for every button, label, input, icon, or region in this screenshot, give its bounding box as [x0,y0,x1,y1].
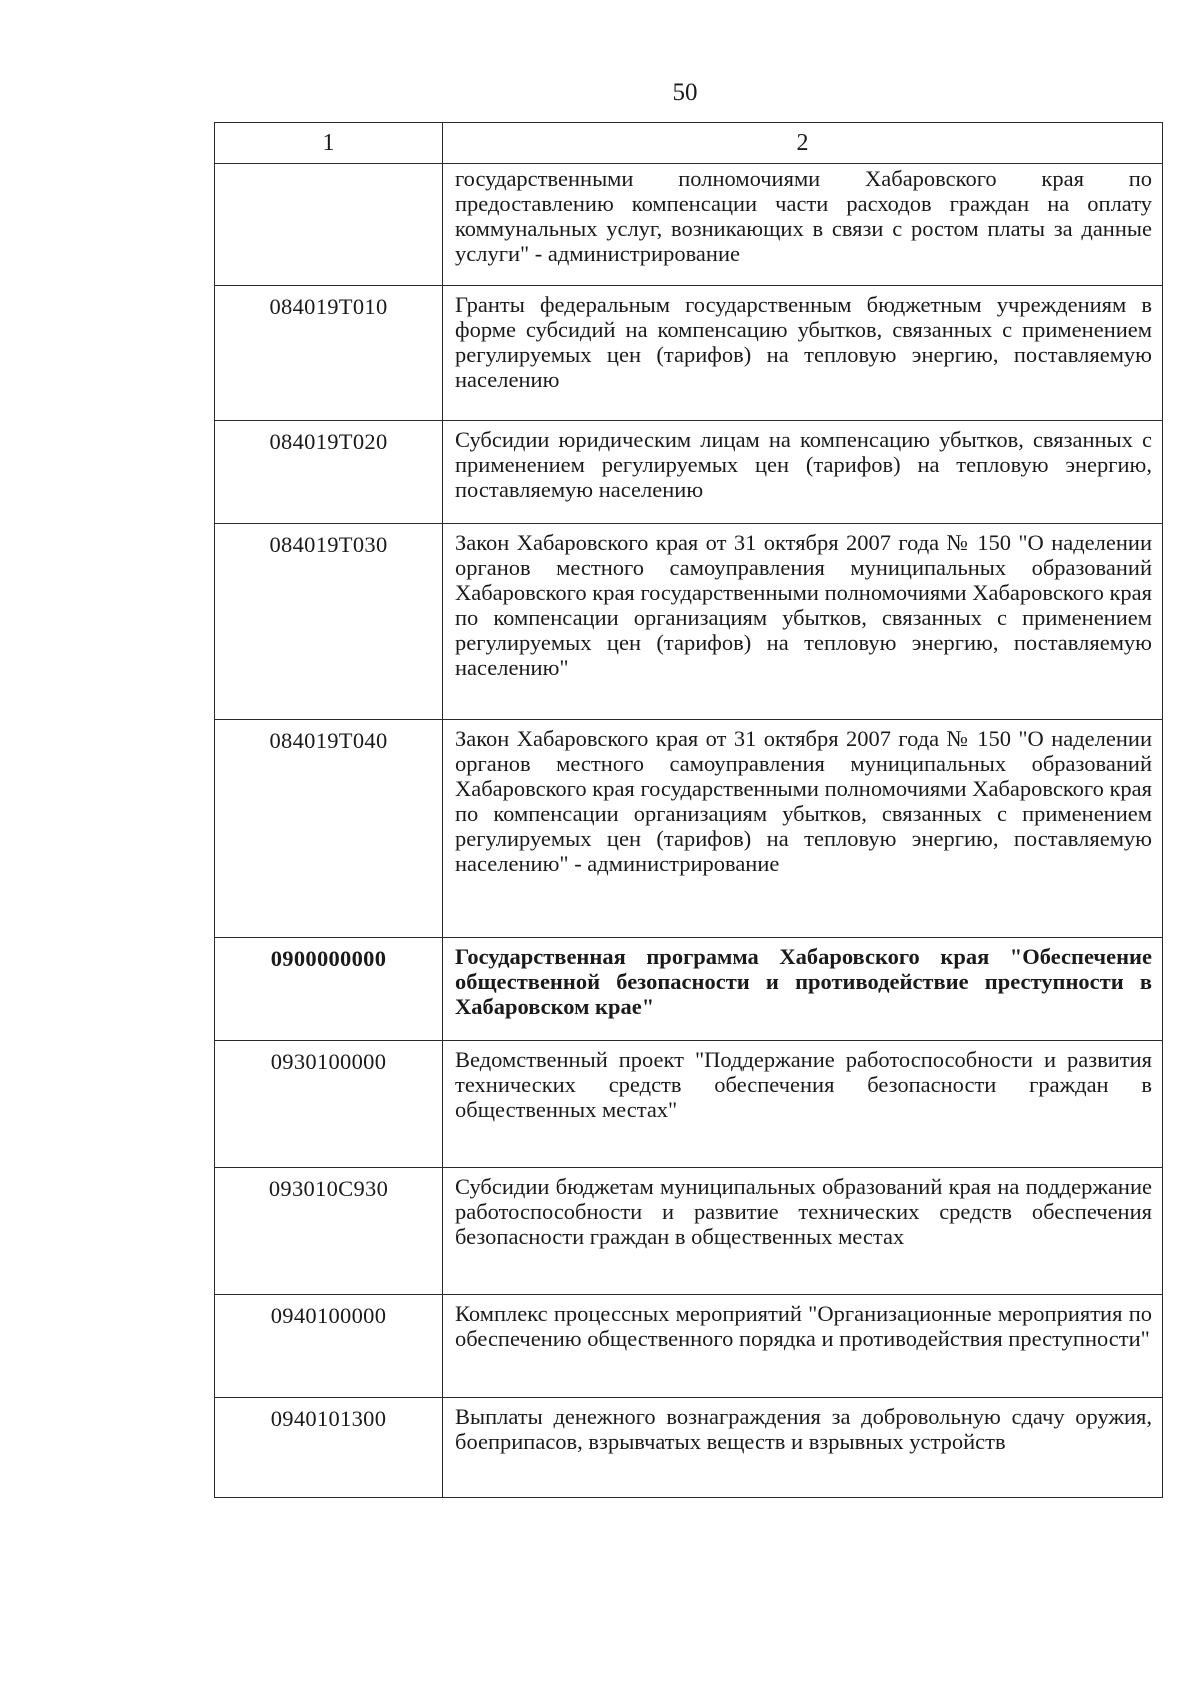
table-row [215,1168,1163,1295]
column-header-2: 2 [443,123,1163,164]
table-row [215,286,1163,421]
row-code [215,164,443,286]
table-row [215,720,1163,938]
table-row [215,524,1163,720]
row-code: 084019Т010 [215,286,443,421]
table-row [215,1398,1163,1498]
page-number: 50 [672,79,698,106]
table-row [215,1041,1163,1168]
row-code: 084019Т020 [215,421,443,524]
row-description: Субсидии бюджетам муниципальных образований края на поддержание работоспособности и развитие технических средств обеспечения безопасности граждан в общественных местах [443,1168,1163,1295]
row-code: 0930100000 [215,1041,443,1168]
row-description: Гранты федеральным государственным бюджетным учреждениям в форме субсидий на компенсацию убытков, связанных с применением регулируемых цен (тарифов) на тепловую энергию, поставляемую населению [443,286,1163,421]
budget-classification-table [214,122,1163,1498]
row-description: Выплаты денежного вознаграждения за добровольную сдачу оружия, боеприпасов, взрывчатых веществ и взрывных устройств [443,1398,1163,1498]
row-code: 084019Т030 [215,524,443,720]
table-row [215,164,1163,286]
row-description: государственными полномочиями Хабаровского края по предоставлению компенсации части расходов граждан на оплату коммунальных услуг, возникающих в связи с ростом платы за данные услуги" - администрирование [443,164,1163,286]
row-code: 0940101300 [215,1398,443,1498]
row-description: Государственная программа Хабаровского края "Обеспечение общественной безопасности и противодействие преступности в Хабаровском крае" [443,938,1163,1041]
row-code: 0900000000 [215,938,443,1041]
row-description: Субсидии юридическим лицам на компенсацию убытков, связанных с применением регулируемых цен (тарифов) на тепловую энергию, поставляемую населению [443,421,1163,524]
row-code: 084019Т040 [215,720,443,938]
row-code: 0940100000 [215,1295,443,1398]
table-row [215,421,1163,524]
row-description: Ведомственный проект "Поддержание работоспособности и развития технических средств обеспечения безопасности граждан в общественных местах" [443,1041,1163,1168]
row-code: 093010С930 [215,1168,443,1295]
row-description: Закон Хабаровского края от 31 октября 2007 года № 150 "О наделении органов местного самоуправления муниципальных образований Хабаровского края государственными полномочиями Хабаровского края по компенсации организациям убытков, связанных с применением регулируемых цен (тарифов) на тепловую энергию, поставляемую населению" [443,524,1163,720]
column-header-1: 1 [215,123,443,164]
table-row-program [215,938,1163,1041]
row-description: Закон Хабаровского края от 31 октября 2007 года № 150 "О наделении органов местного самоуправления муниципальных образований Хабаровского края государственными полномочиями Хабаровского края по компенсации организациям убытков, связанных с применением регулируемых цен (тарифов) на тепловую энергию, поставляемую населению" - администрирование [443,720,1163,938]
table-header-row [215,123,1163,164]
table-row [215,1295,1163,1398]
row-description: Комплекс процессных мероприятий "Организационные мероприятия по обеспечению общественного порядка и противодействия преступности" [443,1295,1163,1398]
